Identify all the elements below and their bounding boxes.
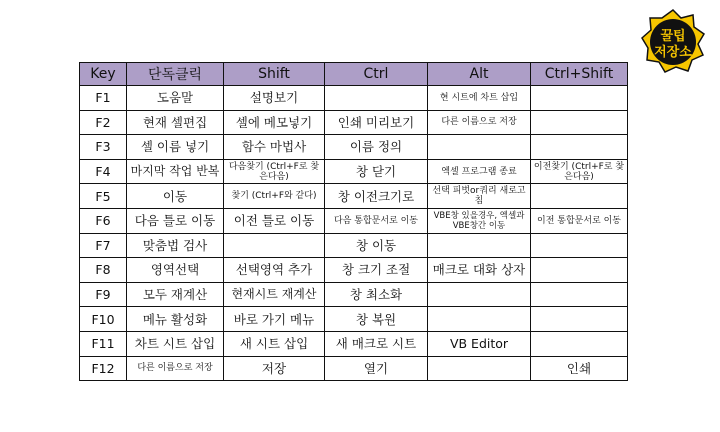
alt-cell — [428, 307, 531, 332]
ctrl-cell: 창 복원 — [325, 307, 428, 332]
ctrlshift-cell — [531, 86, 628, 111]
shift-cell: 설명보기 — [224, 86, 325, 111]
shift-cell: 셀에 메모넣기 — [224, 110, 325, 135]
ctrl-cell: 창 크기 조절 — [325, 258, 428, 283]
single-cell: 도움말 — [127, 86, 224, 111]
alt-cell: VBE창 있을경우, 엑셀과 VBE창간 이동 — [428, 208, 531, 233]
table-row — [80, 258, 628, 283]
key-cell: F10 — [80, 307, 127, 332]
shift-cell: 현재시트 재계산 — [224, 282, 325, 307]
single-cell: 다음 틀로 이동 — [127, 208, 224, 233]
ctrl-cell: 이름 정의 — [325, 135, 428, 160]
key-cell: F1 — [80, 86, 127, 111]
ctrl-cell: 창 이동 — [325, 233, 428, 258]
key-cell: F4 — [80, 159, 127, 184]
shift-cell: 다음찾기 (Ctrl+F로 찾은다음) — [224, 159, 325, 184]
ctrl-cell: 창 닫기 — [325, 159, 428, 184]
header-alt: Alt — [428, 63, 531, 86]
alt-cell: 매크로 대화 상자 — [428, 258, 531, 283]
shortcut-table — [79, 62, 628, 381]
alt-cell — [428, 356, 531, 381]
single-cell: 셀 이름 넣기 — [127, 135, 224, 160]
key-cell: F11 — [80, 331, 127, 356]
single-cell: 메뉴 활성화 — [127, 307, 224, 332]
single-cell: 모두 재계산 — [127, 282, 224, 307]
table-row — [80, 331, 628, 356]
table-row — [80, 110, 628, 135]
shift-cell: 함수 마법사 — [224, 135, 325, 160]
header-shift: Shift — [224, 63, 325, 86]
ctrlshift-cell — [531, 331, 628, 356]
logo-badge — [641, 9, 705, 73]
shift-cell: 저장 — [224, 356, 325, 381]
alt-cell: VB Editor — [428, 331, 531, 356]
table-row — [80, 233, 628, 258]
table-row — [80, 282, 628, 307]
single-cell: 영역선택 — [127, 258, 224, 283]
shift-cell: 이전 틀로 이동 — [224, 208, 325, 233]
ctrlshift-cell — [531, 184, 628, 209]
key-cell: F12 — [80, 356, 127, 381]
alt-cell — [428, 282, 531, 307]
ctrl-cell: 창 이전크기로 — [325, 184, 428, 209]
ctrlshift-cell — [531, 258, 628, 283]
ctrl-cell: 열기 — [325, 356, 428, 381]
single-cell: 이동 — [127, 184, 224, 209]
table-row — [80, 356, 628, 381]
key-cell: F8 — [80, 258, 127, 283]
header-single-click: 단독클릭 — [127, 63, 224, 86]
logo-graphic — [641, 9, 705, 73]
key-cell: F5 — [80, 184, 127, 209]
ctrlshift-cell — [531, 307, 628, 332]
shift-cell: 바로 가기 메뉴 — [224, 307, 325, 332]
alt-cell — [428, 233, 531, 258]
logo-text-line2: 저장소 — [654, 45, 692, 60]
alt-cell: 현 시트에 차트 삽입 — [428, 86, 531, 111]
alt-cell — [428, 135, 531, 160]
key-cell: F3 — [80, 135, 127, 160]
header-ctrl: Ctrl — [325, 63, 428, 86]
table-row — [80, 208, 628, 233]
single-cell: 현재 셀편집 — [127, 110, 224, 135]
shift-cell: 선택영역 추가 — [224, 258, 325, 283]
ctrl-cell: 다음 통합문서로 이동 — [325, 208, 428, 233]
table-row — [80, 184, 628, 209]
ctrl-cell — [325, 86, 428, 111]
ctrlshift-cell — [531, 135, 628, 160]
ctrl-cell: 인쇄 미리보기 — [325, 110, 428, 135]
header-key: Key — [80, 63, 127, 86]
ctrlshift-cell: 이전찾기 (Ctrl+F로 찾은다음) — [531, 159, 628, 184]
single-cell: 다른 이름으로 저장 — [127, 356, 224, 381]
ctrl-cell: 새 매크로 시트 — [325, 331, 428, 356]
header-ctrl-shift: Ctrl+Shift — [531, 63, 628, 86]
key-cell: F9 — [80, 282, 127, 307]
key-cell: F7 — [80, 233, 127, 258]
table-row — [80, 159, 628, 184]
alt-cell: 선택 피벗or쿼리 새로고침 — [428, 184, 531, 209]
ctrlshift-cell — [531, 282, 628, 307]
logo-text-line1: 꿀팁 — [660, 29, 686, 44]
header-row — [80, 63, 628, 86]
single-cell: 차트 시트 삽입 — [127, 331, 224, 356]
single-cell: 마지막 작업 반복 — [127, 159, 224, 184]
key-cell: F2 — [80, 110, 127, 135]
ctrlshift-cell — [531, 110, 628, 135]
ctrl-cell: 창 최소화 — [325, 282, 428, 307]
alt-cell: 다른 이름으로 저장 — [428, 110, 531, 135]
ctrlshift-cell: 이전 통합문서로 이동 — [531, 208, 628, 233]
shift-cell — [224, 233, 325, 258]
ctrlshift-cell — [531, 233, 628, 258]
key-cell: F6 — [80, 208, 127, 233]
ctrlshift-cell: 인쇄 — [531, 356, 628, 381]
table-row — [80, 135, 628, 160]
shift-cell: 찾기 (Ctrl+F와 같다) — [224, 184, 325, 209]
table-row — [80, 307, 628, 332]
table-row — [80, 86, 628, 111]
shift-cell: 새 시트 삽입 — [224, 331, 325, 356]
single-cell: 맞춤법 검사 — [127, 233, 224, 258]
alt-cell: 엑셀 프로그램 종료 — [428, 159, 531, 184]
